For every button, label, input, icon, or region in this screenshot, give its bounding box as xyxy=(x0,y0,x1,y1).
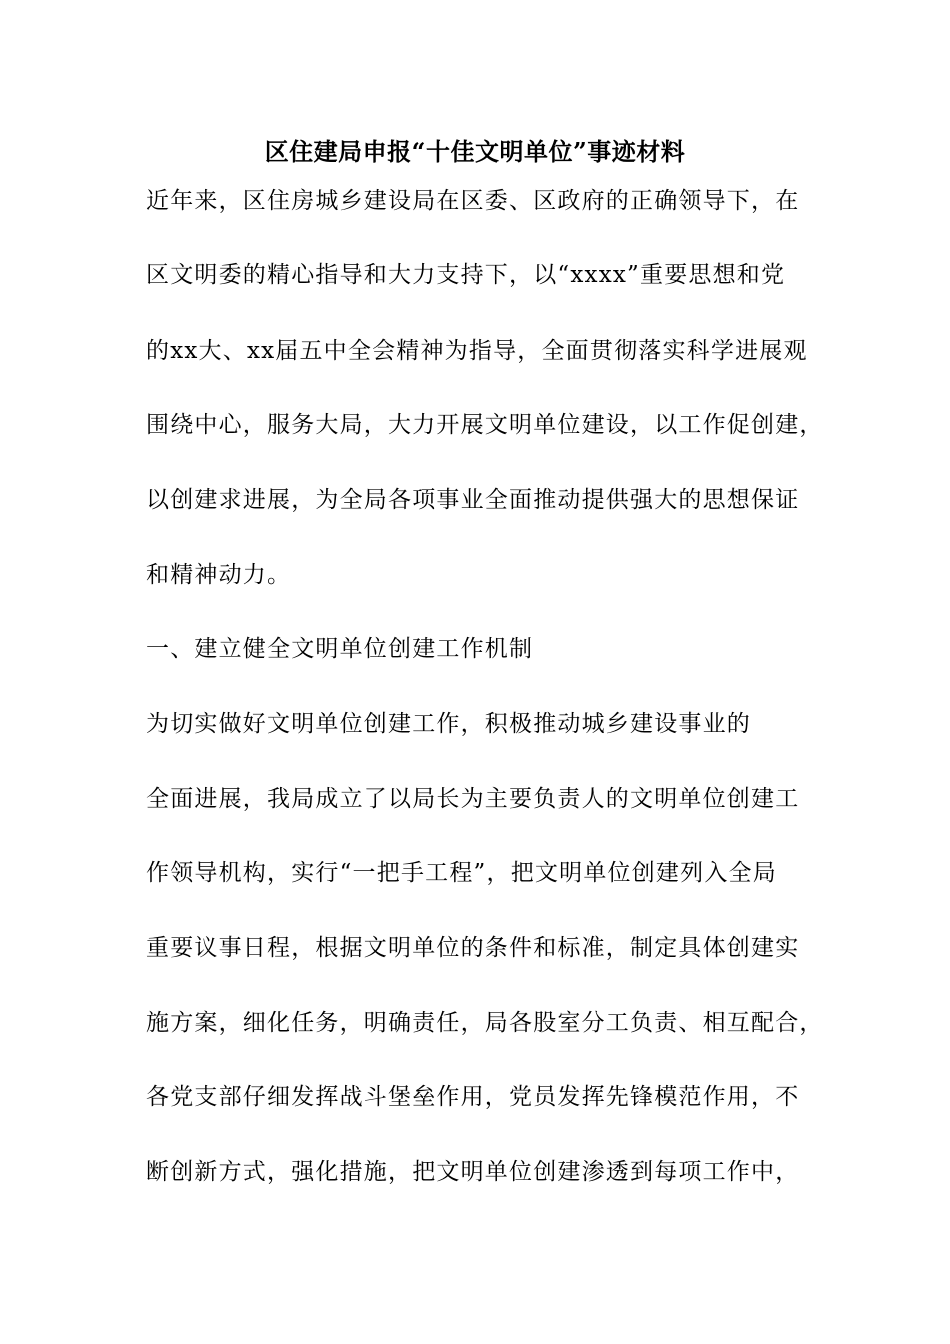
body-line-2: 区文明委的精心指导和大力支持下，以“xxxx”重要思想和党 xyxy=(146,262,786,288)
body-line-4: 围绕中心，服务大局，大力开展文明单位建设，以工作促创建， xyxy=(146,412,824,438)
body-line-6: 和精神动力。 xyxy=(146,562,292,588)
body-line-1: 近年来，区住房城乡建设局在区委、区政府的正确领导下，在 xyxy=(146,188,800,214)
body-line-5: 以创建求进展，为全局各项事业全面推动提供强大的思想保证 xyxy=(146,487,800,513)
body-line-14: 断创新方式，强化措施，把文明单位创建渗透到每项工作中， xyxy=(146,1159,800,1185)
body-line-9: 全面进展，我局成立了以局长为主要负责人的文明单位创建工 xyxy=(146,786,800,812)
body-line-11: 重要议事日程，根据文明单位的条件和标准，制定具体创建实 xyxy=(146,935,800,961)
body-line-13: 各党支部仔细发挥战斗堡垒作用，党员发挥先锋模范作用，不 xyxy=(146,1084,800,1110)
body-line-3: 的xx大、xx届五中全会精神为指导，全面贯彻落实科学进展观 xyxy=(146,338,808,364)
document-title: 区住建局申报“十佳文明单位”事迹材料 xyxy=(264,137,686,166)
section-heading-1: 一、建立健全文明单位创建工作机制 xyxy=(146,636,534,662)
body-line-12: 施方案，细化任务，明确责任，局各股室分工负责、相互配合， xyxy=(146,1010,824,1036)
body-line-8: 为切实做好文明单位创建工作，积极推动城乡建设事业的 xyxy=(146,711,751,737)
body-line-10: 作领导机构，实行“一把手工程”，把文明单位创建列入全局 xyxy=(146,860,777,886)
